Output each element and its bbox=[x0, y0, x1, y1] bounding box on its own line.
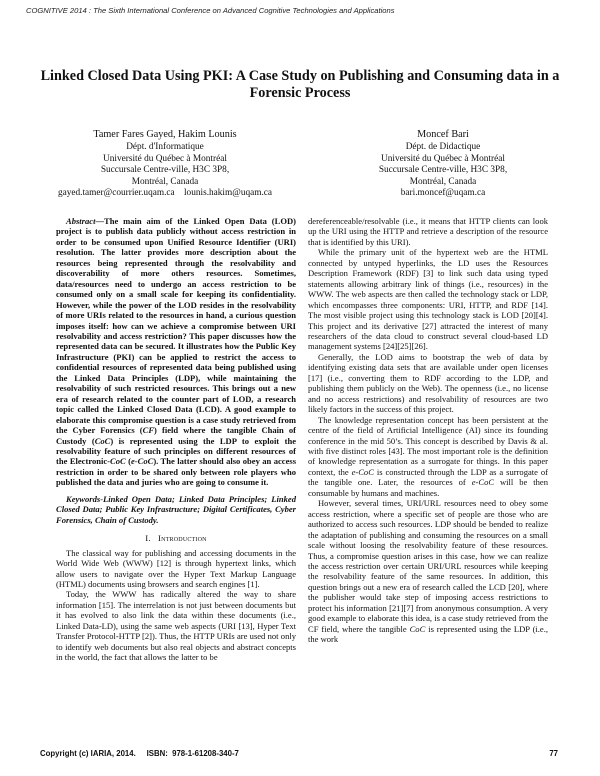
ecoc-term: e-CoC bbox=[471, 477, 495, 488]
author-city: Montréal, Canada bbox=[409, 176, 477, 187]
page-number: 77 bbox=[549, 749, 558, 758]
ecoc-term: e-CoC bbox=[351, 466, 374, 477]
author-department: Dépt. d'Informatique bbox=[126, 142, 204, 152]
author-address: Succursale Centre-ville, H3C 3P8, bbox=[378, 165, 508, 176]
running-header: COGNITIVE 2014 : The Sixth International Conference on Advanced Cognitive Technologies and Applications bbox=[26, 6, 395, 15]
author-block-right bbox=[318, 128, 568, 200]
abstract-cf: CF bbox=[142, 425, 155, 436]
abstract-text: ) field where the tangible Chain of Custody ( bbox=[56, 425, 296, 446]
keywords: Keywords-Linked Open Data; Linked Data Principles; Linked Closed Data; Public Key Infrastructure; Digital Certificates, Cyber Forensics, Chain of Custody. bbox=[56, 493, 296, 525]
author-university: Université du Québec à Montréal bbox=[103, 153, 227, 164]
paragraph-text: is constructed through the LDP as a surrogate of the tangible one. Later, the resources of bbox=[308, 466, 548, 488]
abstract-ecoc: e-CoC bbox=[130, 456, 154, 467]
paragraph-text: will be then consumable by humans and machines. bbox=[308, 477, 548, 498]
left-column bbox=[56, 216, 296, 663]
paragraph: While the primary unit of the hypertext web are the HTML connected by untyped hyperlinks, the LD uses the Resources Description Framework (RDF) [3] to link such data using typed statements allowing arbitrary link of things (i.e., resources) in the WWW. The web aspects are then called the technology stack or LDP, which encompasses three components: URI, HTTP, and RDF [14]. The most visible project using this technology stack is LOD [20][4]. This project and its derivative [27] attracted the interest of many researchers of the data cloud to construct several cloud-based LD management systems [24][25][26]. bbox=[308, 247, 548, 352]
author-emails[interactable]: bari.moncef@uqam.ca bbox=[400, 188, 486, 199]
abstract-ecoc: CoC bbox=[110, 456, 126, 467]
author-department: Dépt. de Didactique bbox=[405, 142, 481, 152]
author-names: Moncef Bari bbox=[417, 129, 469, 140]
footer-copyright: Copyright (c) IARIA, 2014. ISBN: 978-1-61208-340-7 bbox=[40, 749, 239, 758]
author-emails[interactable]: gayed.tamer@courrier.uqam.ca lounis.hakim@uqam.ca bbox=[57, 188, 273, 199]
author-address: Succursale Centre-ville, H3C 3P8, bbox=[100, 165, 230, 176]
section-number: I. bbox=[145, 533, 151, 544]
paragraph-text: However, several times, URI/URL resources need to obey some access restriction, where a specific set of people are those who are authorized to access such resources. LDP should be bended to realize the adaptation of publishing and consuming the resources on a small scale without loosing the resolvability feature of these resources. Thus, a compromise question arises in this case, how we can realize the access restriction over certain URI/URL resources while keeping the resolvability feature of the same resources. In addition, this question brings out a new era of research called the LCD [20], where the publisher would take step of imposing access restrictions to protect his information [21][7] from anonymous consumption. A very good example to elaborate this idea, is a case study retrieved from the CF field, where the tangible bbox=[308, 498, 548, 634]
section-heading-introduction bbox=[56, 533, 296, 543]
abstract bbox=[56, 216, 296, 488]
paragraph-text: is represented using the LDP (i.e., the work bbox=[308, 623, 548, 645]
abstract-label: Abstract bbox=[66, 216, 96, 226]
paper-title: Linked Closed Data Using PKI: A Case Study on Publishing and Consuming data in a Forensic Process bbox=[40, 68, 560, 101]
abstract-text: —The main aim of the Linked Open Data (LOD) project is to publish data publicly without access restriction in order to be consumed upon Unified Resource Identifier (URI) resolution. The latter provides more description about the resources being represented through the resolvability and discoverability of more others resources. Sometimes, data/resources need to undergo an access restriction to be consumed only on a small scale for keeping its confidentiality. However, while the power of the LOD resides in the resolvability of more URIs related to the resources in hand, a curious question imposes itself: how can we achieve a compromise between URI resolvability and access restriction? This paper discusses how the represented data can be secured. It illustrates how the Public Key Infrastructure (PKI) can be applied to restrict the access to confidential resources of represented data being published using the Linked Data Principles (LDP), while maintaining the resolvability of such restricted resources. This brings out a new era of research related to the counter part of LOD, a research topic called the Linked Closed Data (LCD). A good example to elaborate this compromise question is a case study retrieved from the Cyber Forensics ( bbox=[56, 216, 296, 436]
author-block-left bbox=[40, 128, 290, 200]
intro-paragraph-1: The classical way for publishing and accessing documents in the World Wide Web (WWW) [12] is through hypertext links, which allow users to navigate over the Hyper Text Markup Language (HTML) documents using browsers and search engines [1]. bbox=[56, 547, 296, 589]
paragraph-continuation: dereferenceable/resolvable (i.e., it means that HTTP clients can look up the URI using the HTTP and retrieve a description of the resource that is identified by this URI). bbox=[308, 216, 548, 247]
paragraph: Generally, the LOD aims to bootstrap the web of data by identifying existing data sets that are available under open licenses [17] (i.e., converting them to RDF according to the LDP, and publishing them publicly on the Web). The openness (i.e., no license and no access restrictions) and resolvability of resources are two likely factors in the success of this project. bbox=[308, 351, 548, 415]
author-university: Université du Québec à Montréal bbox=[381, 153, 505, 164]
coc-term: CoC bbox=[409, 623, 426, 634]
abstract-coc: CoC bbox=[94, 435, 111, 446]
paragraph bbox=[308, 415, 548, 499]
author-city: Montréal, Canada bbox=[131, 176, 199, 187]
right-column bbox=[308, 216, 548, 645]
abstract-text: ). The latter should also obey an access restriction in order to be shared only between role players who published the data and juries who are going to consume it. bbox=[56, 456, 297, 488]
paragraph-text: The knowledge representation concept has been persistent at the centre of the field of Artificial Intelligence (AI) since its founding conference in the mid 50’s. This concept is described by Davis & al. with five distinct roles [43]. The most important role is the definition of knowledge representation as a surrogate for things. In this paper context, the bbox=[308, 414, 548, 477]
paragraph bbox=[308, 498, 548, 644]
intro-paragraph-2: Today, the WWW has radically altered the way to share information [15]. The interrelation is not just between documents but it has evolved to also link the data within these documents (i.e., Linked Data-LD), using the same web aspects (URI [13], Hyper Text Transfer Protocol-HTTP [2]). Thus, the HTTP URIs are used not only to identify web documents but also real objects and abstract concepts in the world, the fact that allows the latter to be bbox=[56, 589, 296, 663]
author-names: Tamer Fares Gayed, Hakim Lounis bbox=[93, 129, 237, 140]
abstract-text: ) is represented using the LDP to exploit the resolvability feature of such principles on different resources of the Electronic- bbox=[56, 435, 296, 467]
section-title: Introduction bbox=[158, 533, 207, 544]
abstract-text: ( bbox=[125, 456, 131, 467]
